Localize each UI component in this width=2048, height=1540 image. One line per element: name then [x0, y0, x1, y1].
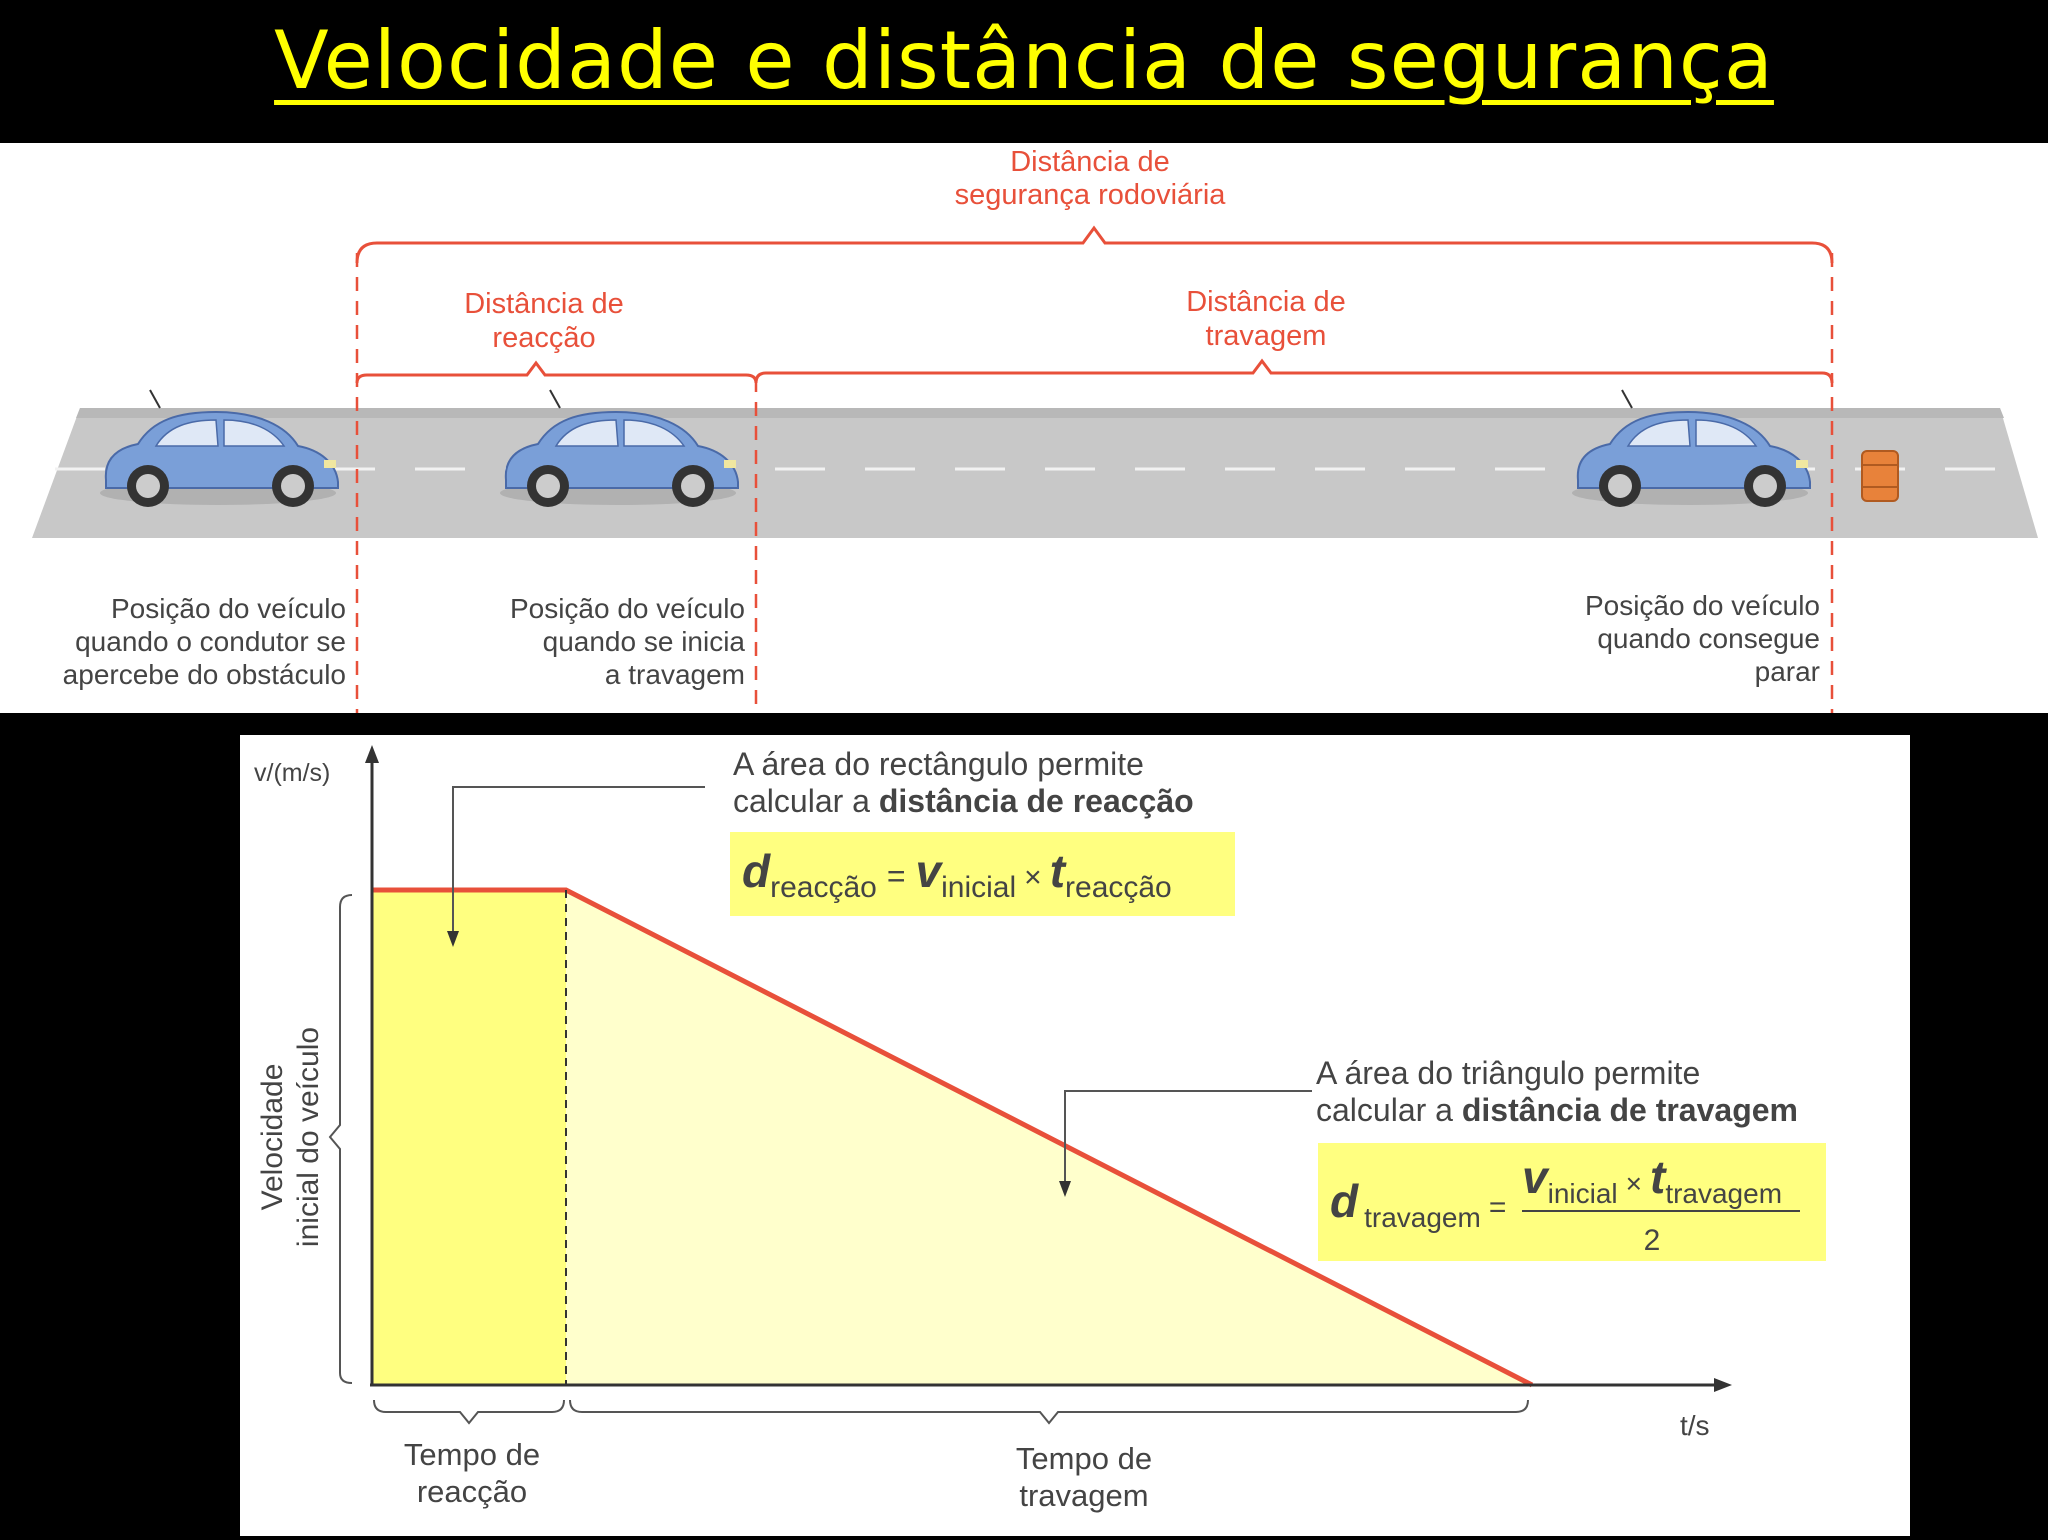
slide-title: Velocidade e distância de segurança [274, 14, 1774, 107]
barrel-obstacle [1862, 451, 1898, 501]
car-brake [500, 390, 738, 507]
braking-label-2: travagem [1205, 320, 1327, 352]
velocity-time-graph [240, 735, 1910, 1536]
y-brace [330, 895, 352, 1383]
safety-label-1: Distância de [1010, 146, 1170, 178]
pos-stop-2: quando consegue [1597, 623, 1820, 654]
car-stop [1572, 390, 1810, 507]
y-brace-label-1: Velocidade [256, 1063, 289, 1211]
formula-braking-numerator: vinicial × ttravagem [1522, 1151, 1783, 1209]
y-brace-label-2: inicial do veículo [292, 1026, 325, 1248]
brace-safety [357, 228, 1832, 263]
rect-note-line-1: A área do rectângulo permite [733, 746, 1144, 782]
formula-reaction: dreacção = vinicial × treacção [742, 845, 1172, 904]
formula-braking-denominator: 2 [1643, 1224, 1661, 1257]
rect-note-line-2: calcular a distância de reacção [733, 783, 1194, 819]
pos-detect-3: apercebe do obstáculo [62, 659, 346, 690]
reaction-rectangle [372, 890, 566, 1385]
braking-time-label-1: Tempo de [1015, 1441, 1153, 1476]
pos-brake-3: a travagem [604, 659, 745, 690]
x-axis-label: t/s [1680, 1410, 1710, 1441]
brace-reaction [357, 363, 756, 383]
pos-stop-3: parar [1754, 656, 1820, 687]
safety-label-2: segurança rodoviária [954, 179, 1226, 211]
y-axis-label: v/(m/s) [254, 759, 331, 787]
braking-time-brace [570, 1400, 1528, 1423]
tri-note-line-2: calcular a distância de travagem [1316, 1092, 1798, 1128]
pos-brake-2: quando se inicia [542, 626, 745, 657]
reaction-time-label-2: reacção [416, 1474, 528, 1509]
reaction-label-1: Distância de [464, 288, 624, 320]
reaction-label-2: reacção [492, 322, 596, 354]
road-illustration [0, 143, 2048, 713]
braking-label-1: Distância de [1186, 286, 1346, 318]
pos-stop-1: Posição do veículo [1584, 590, 1820, 621]
formula-braking-lhs: dtravagem = [1330, 1175, 1507, 1233]
pos-detect-2: quando o condutor se [75, 626, 346, 657]
slide-title-bar [0, 0, 2048, 140]
road-svg [0, 143, 2048, 713]
y-axis-arrow [365, 745, 379, 763]
graph-svg [240, 735, 1910, 1536]
tri-note-line-1: A área do triângulo permite [1316, 1055, 1701, 1091]
pos-brake-1: Posição do veículo [509, 593, 745, 624]
brace-braking [756, 361, 1832, 383]
reaction-time-brace [374, 1400, 564, 1423]
braking-time-label-2: travagem [1019, 1478, 1149, 1513]
x-axis-arrow [1714, 1378, 1732, 1392]
reaction-time-label-1: Tempo de [403, 1437, 541, 1472]
pos-detect-1: Posição do veículo [110, 593, 346, 624]
car-detect [100, 390, 338, 507]
